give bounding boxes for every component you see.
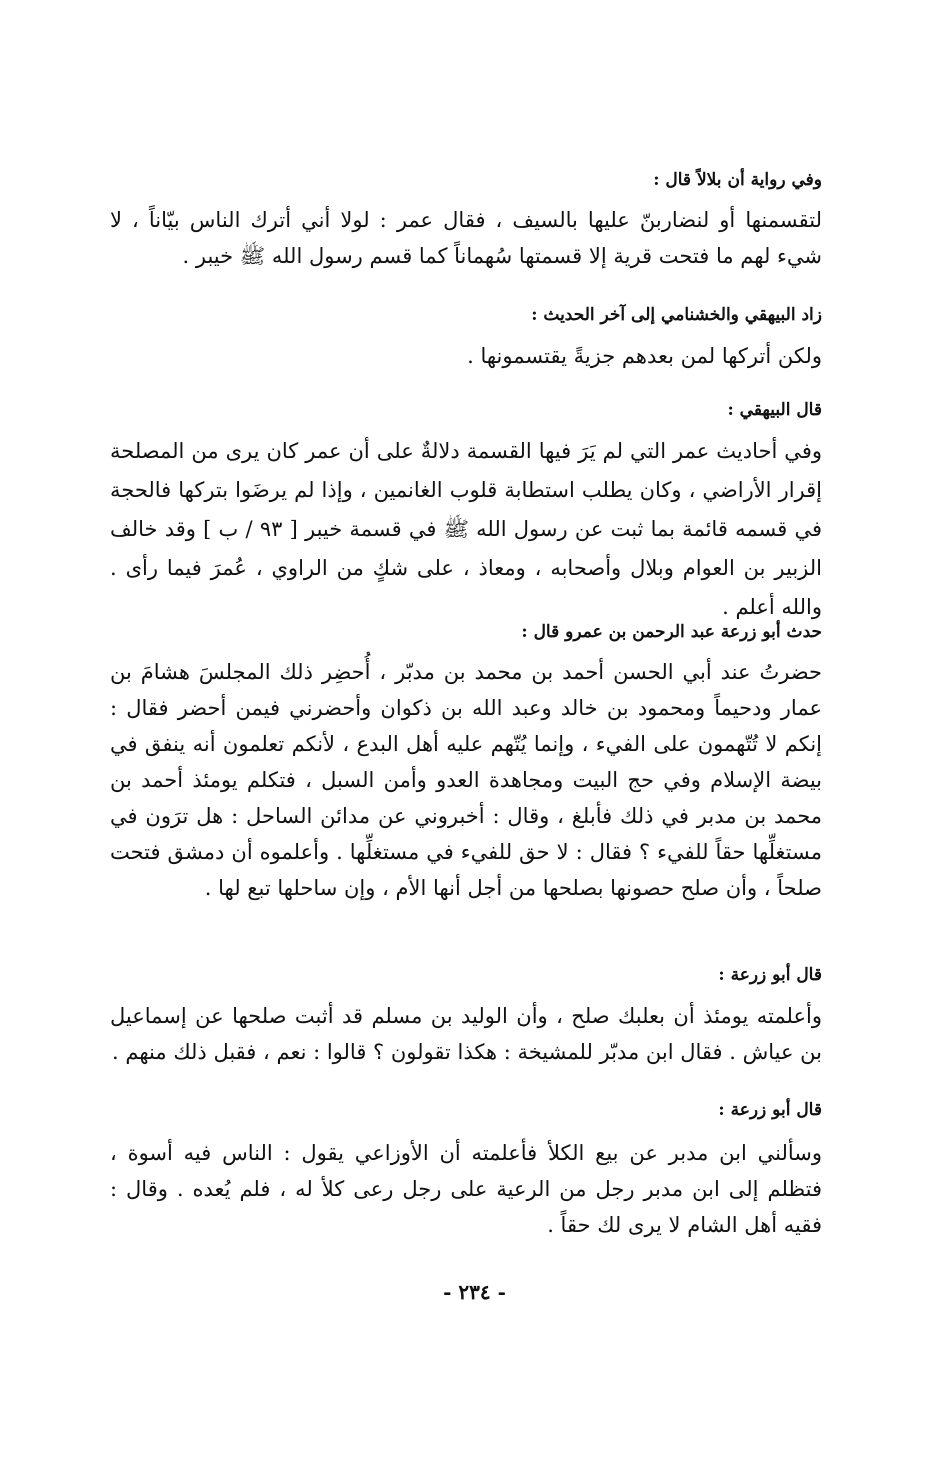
- paragraph: وسألني ابن مدبر عن بيع الكلأ فأعلمته أن الأوزاعي يقول : الناس فيه أسوة ، فتظلم إلى ابن مدبر رجل من الرعية على رجل رعى كلأ له ، فلم يُعده . وقال : فقيه أهل الشام لا يرى لك حقاً .: [110, 1141, 822, 1237]
- section-heading: قال أبو زرعة :: [718, 1100, 822, 1120]
- section-heading: وفي رواية أن بلالاً قال :: [653, 170, 822, 190]
- section-heading: قال أبو زرعة :: [718, 965, 822, 985]
- page-number: - ٢٣٤ -: [443, 1280, 506, 1304]
- section-heading: زاد البيهقي والخشنامي إلى آخر الحديث :: [531, 305, 822, 325]
- paragraph: وفي أحاديث عمر التي لم يَرَ فيها القسمة دلالةٌ على أن عمر كان يرى من المصلحة إقرار الأراضي ، وكان يطلب استطابة قلوب الغانمين ، وإذا لم يرضَوا بتركها فالحجة في قسمه قائمة بما ثبت عن رسول الله ﷺ في قسمة خيبر [ ٩٣ / ب ] وقد خالف الزبير بن العوام وبلال وأصحابه ، ومعاذ ، على شكٍ من الراوي ، عُمرَ فيما رأى . والله أعلم .: [110, 439, 822, 619]
- section-heading: قال البيهقي :: [727, 400, 822, 420]
- paragraph: حضرتُ عند أبي الحسن أحمد بن محمد بن مدبّر ، أُحضِر ذلك المجلسَ هشامَ بن عمار ودحيماً ومحمود بن خالد وعبد الله بن ذكوان وأحضرني فيمن أحضر فقال : إنكم لا تُتّهمون على الفيء ، وإنما يُتّهم عليه أهل البدع ، لأنكم تعلمون أنه ينفق في بيضة الإسلام وفي حج البيت ومجاهدة العدو وأمن السبل ، فتكلم يومئذ أحمد بن محمد بن مدبر في ذلك فأبلغ ، وقال : أخبروني عن مدائن الساحل : هل ترَون في مستغلِّها حقاً للفيء ؟ فقال : لا حق للفيء في مستغلِّها . وأعلموه أن دمشق فتحت صلحاً ، وأن صلح حصونها بصلحها من أجل أنها الأم ، وإن ساحلها تبع لها .: [110, 660, 822, 900]
- paragraph: وأعلمته يومئذ أن بعلبك صلح ، وأن الوليد بن مسلم قد أثبت صلحها عن إسماعيل بن عياش . فقال ابن مدبّر للمشيخة : هكذا تقولون ؟ قالوا : نعم ، فقبل ذلك منهم .: [110, 1004, 822, 1064]
- section-heading: حدث أبو زرعة عبد الرحمن بن عمرو قال :: [521, 622, 822, 642]
- paragraph: ولكن أتركها لمن بعدهم جزيةً يقتسمونها .: [467, 344, 822, 368]
- paragraph: لتقسمنها أو لنضاربنّ عليها بالسيف ، فقال عمر : لولا أني أترك الناس بيّاناً ، لا شيء لهم ما فتحت قرية إلا قسمتها سُهماناً كما قسم رسول الله ﷺ خيبر .: [110, 208, 822, 268]
